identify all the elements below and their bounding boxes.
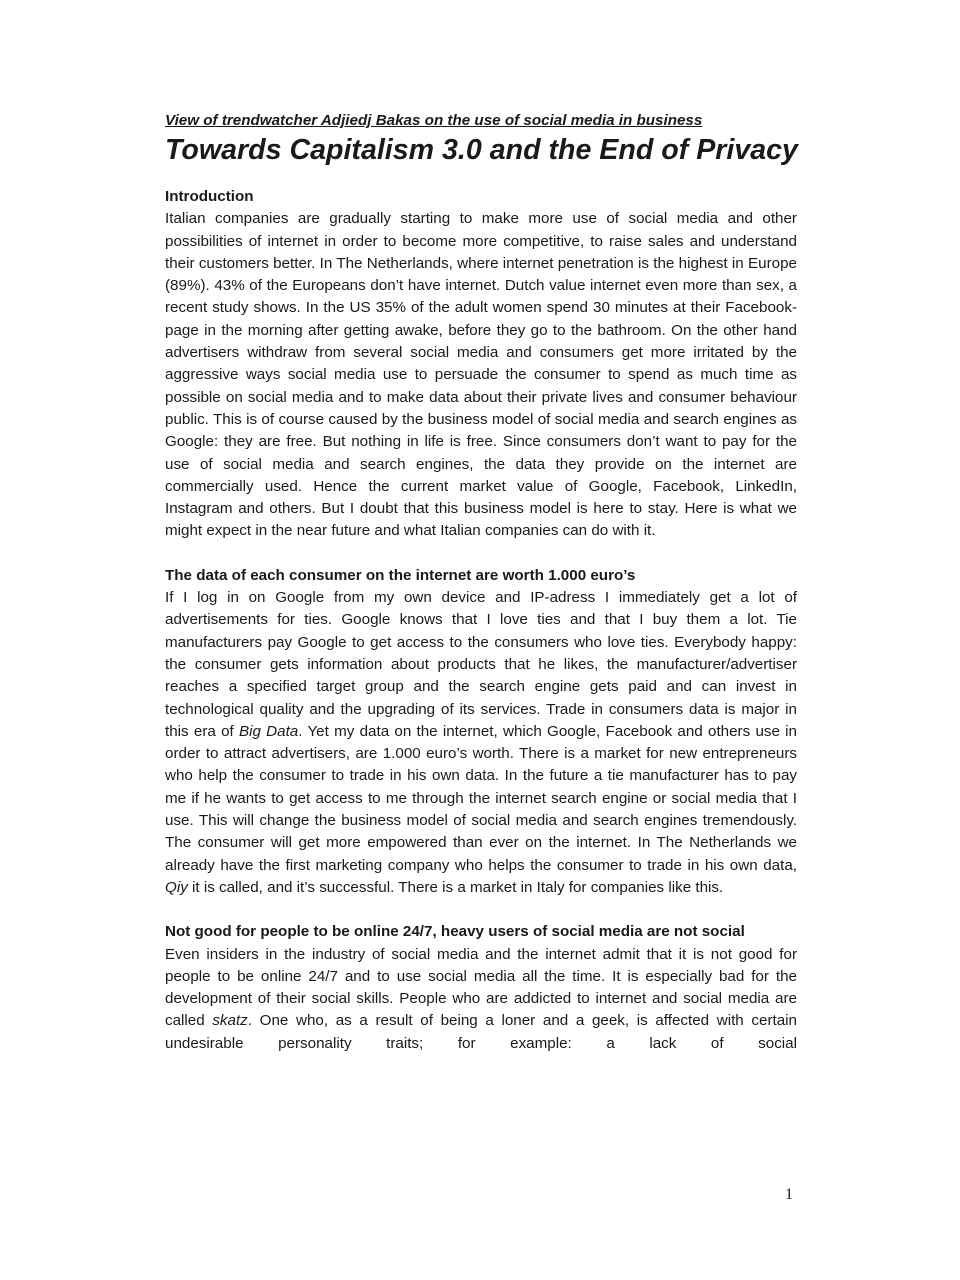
paragraph-text: If I log in on Google from my own device and IP-adress I immediately get a lot of advertisements for ties. Google knows that I love ties and that I buy them a lot. Tie manufacturers pay Google to get access to the consumers who love ties. Everybody happy: the consumer gets information about products that he likes, the manufacturer/advertiser reaches a specified target group and the search engine gets paid and can invest in technological quality and the upgrading of its services. Trade in consumers data is major in this era of: [165, 589, 797, 740]
emphasis-big-data: Big Data: [238, 722, 299, 740]
section-paragraph: [165, 208, 797, 542]
paragraph-text: Even insiders in the industry of social media and the internet admit that it is not good for people to be online 24/7 and to use social media all the time. It is especially bad for the development of their social skills. People who are addicted to internet and social media are called: [165, 945, 797, 1030]
section-heading: Not good for people to be online 24/7, heavy users of social media are not social: [165, 923, 745, 941]
document-title: Towards Capitalism 3.0 and the End of Privacy: [165, 134, 798, 166]
document-subtitle: View of trendwatcher Adjiedj Bakas on the use of social media in business: [165, 112, 703, 129]
paragraph-text: . One who, as a result of being a loner and a geek, is affected with certain undesirable personality traits; for example: a lack of social: [165, 1012, 797, 1052]
section-consumer-data: [165, 565, 797, 899]
section-paragraph: [165, 944, 797, 1055]
section-paragraph: [165, 587, 797, 899]
page-number: 1: [785, 1186, 793, 1203]
section-heading: The data of each consumer on the internet are worth 1.000 euro’s: [165, 566, 636, 584]
section-introduction: [165, 186, 797, 543]
section-online-24-7: [165, 921, 797, 1055]
document-page: [165, 110, 797, 1055]
section-heading: Introduction: [165, 188, 254, 205]
paragraph-text: it is called, and it’s successful. There is a market in Italy for companies like this.: [187, 878, 724, 896]
paragraph-text: Italian companies are gradually starting to make more use of social media and other possibilities of internet in order to become more competitive, to raise sales and understand their customers better. In The Netherlands, where internet penetration is the highest in Europe (89%). 43% of the Europeans don’t have internet. Dutch value internet even more than sex, a recent study shows. In the US 35% of the adult women spend 30 minutes at their Facebook-page in the morning after getting awake, before they go to the bathroom. On the other hand advertisers withdraw from several social media and consumers get more irritated by the aggressive ways social media use to persuade the consumer to spend as much time as possible on social media and to make data about their private lives and consumer behaviour public. This is of course caused by the business model of social media and search engines as Google: they are free. But nothing in life is free. Since consumers don’t want to pay for the use of social media and search engines, the data they provide on the internet are commercially used. Hence the current market value of Google, Facebook, LinkedIn, Instagram and others. But I doubt that this business model is here to stay. Here is what we might expect in the near future and what Italian companies can do with it.: [165, 210, 797, 540]
emphasis-qiy: Qiy: [165, 878, 188, 896]
paragraph-text: . Yet my data on the internet, which Google, Facebook and others use in order to attract advertisers, are 1.000 euro’s worth. There is a market for new entrepreneurs who help the consumer to trade in his own data. In the future a tie manufacturer has to pay me if he wants to get access to me through the internet search engine or social media that I use. This will change the business model of social media and search engines tremendously. The consumer will get more empowered than ever on the internet. In The Netherlands we already have the first marketing company who helps the consumer to trade in his own data,: [165, 722, 797, 874]
emphasis-skatz: skatz: [212, 1012, 248, 1030]
